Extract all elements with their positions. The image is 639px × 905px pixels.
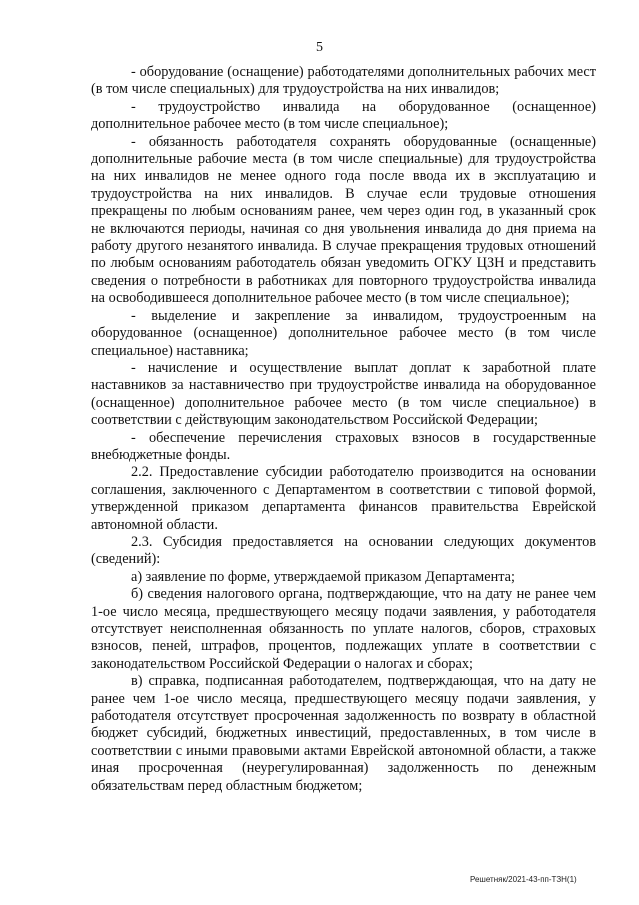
paragraph-obligation: - обязанность работодателя сохранять оборудованные (оснащенные) дополнительные рабочие места (в том числе специальные) для трудоустройства на них инвалидов не менее одного года после ввода их в эксплуатацию и трудоустройства на них инвалидов. В случае если трудовые отношения прекращены по любым основаниям ранее, чем через один год, в указанный срок не включаются периоды, начиная со дня увольнения инвалида до дня приема на работу другого незанятого инвалида. В случае прекращения трудовых отношений по любым основаниям работодатель обязан уведомить ОГКУ ЦЗН и представить сведения о потребности в работниках для повторного трудоустройства инвалида на освободившееся дополнительное рабочее место (в том числе специальное); — [91, 133, 596, 307]
paragraph-item-a: а) заявление по форме, утверждаемой приказом Департамента; — [131, 568, 515, 585]
paragraph-employment: - трудоустройство инвалида на оборудованное (оснащенное) дополнительное рабочее место (в том числе специальное); — [91, 98, 596, 133]
paragraph-equipment: - оборудование (оснащение) работодателями дополнительных рабочих мест (в том числе специальных) для трудоустройства на них инвалидов; — [91, 64, 596, 98]
paragraph-item-b: б) сведения налогового органа, подтверждающие, что на дату не ранее чем 1-ое число месяца, предшествующего месяцу подачи заявления, у работодателя отсутствует неисполненная обязанность по уплате налогов, сборов, страховых взносов, пеней, штрафов, процентов, подлежащих уплате в соответствии с законодательством Российской Федерации о налогах и сборах; — [91, 586, 596, 672]
paragraph-mentor: - выделение и закрепление за инвалидом, трудоустроенным на оборудованное (оснащенное) дополнительное рабочее место (в том числе специальное) наставника; — [91, 307, 596, 359]
paragraph-2-3: 2.3. Субсидия предоставляется на основании следующих документов (сведений): — [91, 533, 596, 568]
paragraph-insurance: - обеспечение перечисления страховых взносов в государственные внебюджетные фонды. — [91, 429, 596, 463]
paragraph-item-v: в) справка, подписанная работодателем, подтверждающая, что на дату не ранее чем 1-ое число месяца, предшествующего месяцу подачи заявления, у работодателя отсутствует просроченная задолженность по возврату в областной бюджет субсидий, бюджетных инвестиций, предоставленных, в том числе в соответствии с иными правовыми актами Еврейской автономной области, а также иная просроченная (неурегулированная) задолженность по денежным обязательствам перед областным бюджетом; — [91, 673, 596, 794]
paragraph-mentor-pay: - начисление и осуществление выплат доплат к заработной плате наставников за наставничество при трудоустройстве инвалида на оборудованное (оснащенное) дополнительное рабочее место (в том числе специальное) в соответствии с действующим законодательством Российской Федерации; — [91, 359, 596, 429]
footer-reference: Решетняк/2021-43-пп-ТЗН(1) — [470, 875, 577, 884]
document-body — [91, 64, 596, 795]
page-number: 5 — [316, 40, 323, 55]
paragraph-2-2: 2.2. Предоставление субсидии работодателю производится на основании соглашения, заключенного с Департаментом в соответствии с типовой формой, утвержденной приказом департамента финансов правительства Еврейской автономной области. — [91, 464, 596, 533]
